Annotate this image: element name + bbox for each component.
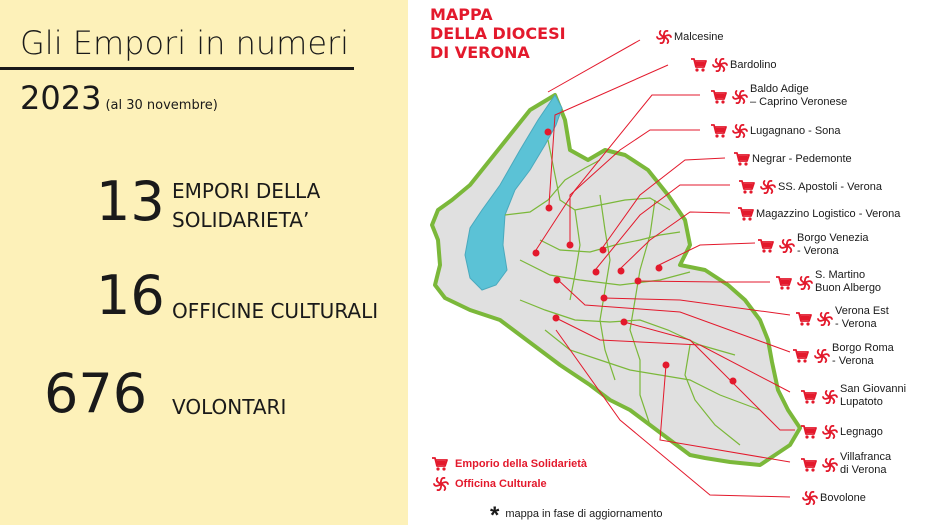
year-value: 2023: [20, 79, 102, 117]
place-label-line: - Verona: [832, 355, 874, 367]
panel-title: Gli Empori in numeri: [20, 24, 350, 62]
place-label-line: Bovolone: [820, 492, 866, 504]
place-label-line: Baldo Adige: [750, 83, 809, 95]
stat-label-line: OFFICINE CULTURALI: [172, 299, 379, 323]
officina-icon: [803, 491, 817, 505]
title-underline: [0, 67, 354, 70]
place-label-line: Villafranca: [840, 451, 892, 463]
footnote: [490, 502, 663, 530]
place-label: [756, 208, 900, 221]
year-heading: [20, 79, 218, 117]
cart-icon: [801, 426, 816, 439]
location-dot: [546, 205, 553, 212]
legend-label-officina: Officina Culturale: [455, 478, 547, 490]
legend-icons: [432, 458, 448, 491]
officina-icon: [733, 124, 747, 138]
leader-line: [548, 40, 640, 92]
cart-icon: [796, 313, 811, 326]
officina-icon: [761, 180, 775, 194]
officina-icon: [815, 349, 829, 363]
place-label-line: Malcesine: [674, 31, 724, 43]
place-label-line: Borgo Venezia: [797, 232, 869, 244]
place-label-line: Verona Est: [835, 305, 889, 317]
location-dot: [553, 315, 560, 322]
asterisk-icon: *: [490, 502, 500, 529]
location-dot: [545, 129, 552, 136]
place-label: [752, 153, 852, 166]
place-label: [778, 181, 882, 194]
cart-icon: [432, 458, 447, 471]
stat-label-volontari: [172, 393, 286, 422]
place-label: [815, 269, 881, 295]
place-label: [797, 232, 869, 258]
cart-icon: [734, 153, 749, 166]
place-label-line: Lupatoto: [840, 396, 883, 408]
stat-label-line: SOLIDARIETA’: [172, 208, 310, 232]
stat-label-line: VOLONTARI: [172, 395, 287, 419]
location-dot: [567, 242, 574, 249]
place-label: [820, 492, 866, 505]
officina-icon: [434, 477, 448, 491]
place-label-line: Borgo Roma: [832, 342, 894, 354]
place-label-line: San Giovanni: [840, 383, 907, 395]
place-label-line: Negrar - Pedemonte: [752, 153, 852, 165]
officina-icon: [780, 239, 794, 253]
stat-label-officine: [172, 297, 378, 326]
map-title-line: DELLA DIOCESI: [430, 24, 566, 43]
location-dot: [618, 268, 625, 275]
location-dot: [635, 278, 642, 285]
officina-icon: [733, 90, 747, 104]
officina-icon: [798, 276, 812, 290]
map-region: [432, 95, 800, 465]
location-dot: [656, 265, 663, 272]
place-label: [840, 383, 906, 409]
place-label: [750, 83, 847, 109]
cart-icon: [801, 391, 816, 404]
officina-icon: [823, 390, 837, 404]
stat-number-officine: 16: [96, 264, 165, 327]
place-label-line: Buon Albergo: [815, 282, 882, 294]
place-label: [674, 31, 724, 44]
cart-icon: [801, 459, 816, 472]
place-label-line: di Verona: [840, 464, 887, 476]
place-label: [832, 342, 894, 368]
cart-icon: [739, 181, 754, 194]
diocese-map: [408, 0, 936, 525]
place-label: [840, 426, 883, 439]
place-label: [840, 451, 891, 477]
stat-label-line: EMPORI DELLA: [172, 179, 321, 203]
cart-icon: [738, 208, 753, 221]
officina-icon: [818, 312, 832, 326]
place-label-line: SS. Apostoli - Verona: [778, 181, 882, 193]
footnote-text: mappa in fase di aggiornamento: [505, 508, 663, 520]
cart-icon: [776, 277, 791, 290]
officina-icon: [713, 58, 727, 72]
stat-number-volontari: 676: [44, 362, 148, 425]
location-dot: [730, 378, 737, 385]
cart-icon: [711, 125, 726, 138]
map-title-line: MAPPA: [430, 5, 493, 24]
place-label-line: Legnago: [840, 426, 883, 438]
location-dot: [663, 362, 670, 369]
location-dot: [600, 247, 607, 254]
place-label-line: S. Martino: [815, 269, 866, 281]
officina-icon: [823, 425, 837, 439]
place-label: [835, 305, 889, 331]
stats-panel: [0, 0, 408, 525]
legend-label-emporio: Emporio della Solidarietà: [455, 458, 588, 470]
location-dot: [554, 277, 561, 284]
place-label-line: Bardolino: [730, 59, 777, 71]
cart-icon: [758, 240, 773, 253]
officina-icon: [823, 458, 837, 472]
stat-number-empori: 13: [96, 170, 165, 233]
year-note: (al 30 novembre): [105, 98, 218, 113]
location-dot: [533, 250, 540, 257]
location-dot: [601, 295, 608, 302]
place-label-line: Lugagnano - Sona: [750, 125, 841, 137]
place-label-line: Magazzino Logistico - Verona: [756, 208, 901, 220]
place-label: [730, 59, 776, 72]
location-dot: [593, 269, 600, 276]
map-title-line: DI VERONA: [430, 43, 530, 62]
cart-icon: [691, 59, 706, 72]
place-label-line: - Verona: [835, 318, 877, 330]
cart-icon: [711, 91, 726, 104]
place-label: [750, 125, 841, 138]
place-label-line: - Verona: [797, 245, 839, 257]
location-dot: [621, 319, 628, 326]
cart-icon: [793, 350, 808, 363]
officina-icon: [657, 30, 671, 44]
stat-label-empori: [172, 177, 320, 235]
place-label-line: – Caprino Veronese: [750, 96, 848, 108]
